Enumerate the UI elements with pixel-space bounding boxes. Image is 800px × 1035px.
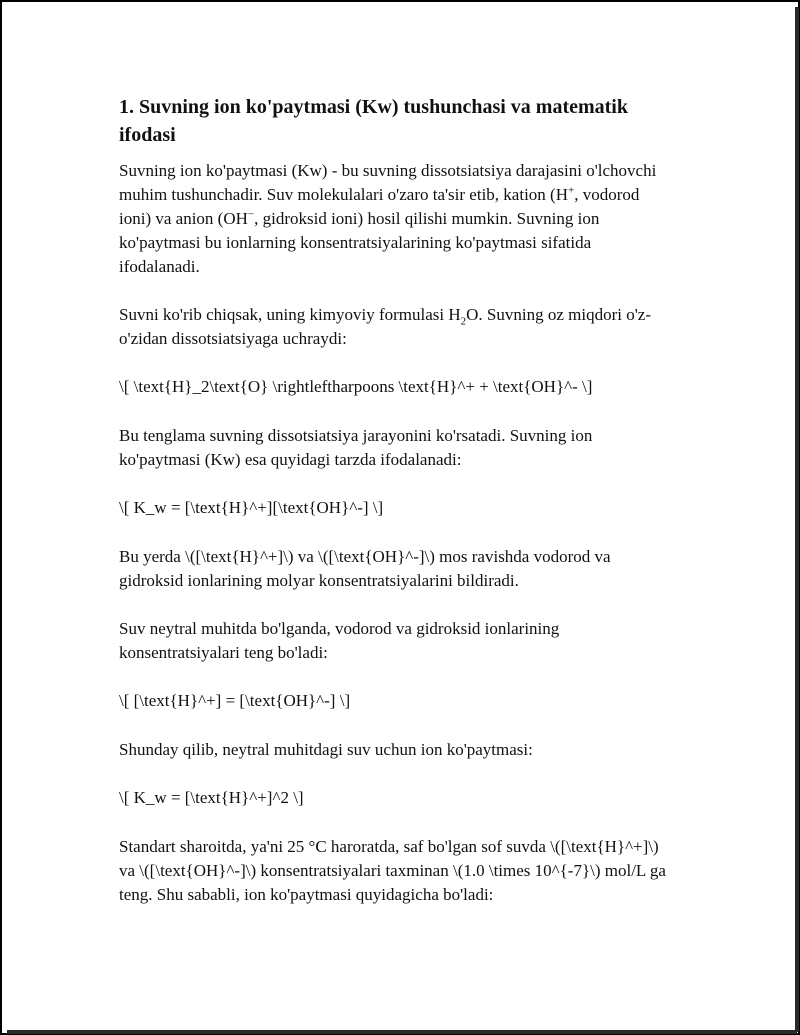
paragraph-intro-part-c: , gidroksid ioni) hosil qilishi mumkin. Suvning ion ko'paytmasi bu ionlarning konsentratsiyalarining ko'paytmasi sifatida ifodalanadi.: [119, 209, 600, 276]
paragraph-formula-part-a: Suvni ko'rib chiqsak, uning kimyoviy formulasi H: [119, 305, 461, 324]
superscript-plus: +: [567, 184, 575, 197]
equation-kw-squared: \[ K_w = [\text{H}^+]^2 \]: [119, 788, 304, 807]
subscript-two: 2: [460, 315, 467, 328]
paragraph-intro-part-b: , vodorod ioni) va anion (OH: [119, 185, 640, 228]
paragraph-standard-conditions: Standart sharoitda, ya'ni 25 °C haroratda, saf bo'lgan sof suvda \([\text{H}^+]\) va \([\text{OH}^-]\) konsentratsiyalari taxminan \(1.0 \times 10^{-7}\) mol/L ga teng. Shu sababli, ion ko'paytmasi quyidagicha bo'ladi:: [119, 837, 666, 904]
paragraph-intro-part-a: Suvning ion ko'paytmasi (Kw) - bu suvning dissotsiatsiya darajasini o'lchovchi muhim tushunchadir. Suv molekulalari o'zaro ta'sir etib, kation (H: [119, 161, 657, 204]
document-content: [119, 93, 674, 931]
paragraph-neutral-medium: Suv neytral muhitda bo'lganda, vodorod va gidroksid ionlarining konsentratsiyalari teng bo'ladi:: [119, 619, 560, 662]
paragraph-formula: [119, 303, 674, 351]
paragraph-intro: [119, 159, 674, 279]
paragraph-formula-part-b: O. Suvning oz miqdori o'z-o'zidan dissotsiatsiyaga uchraydi:: [119, 305, 651, 348]
paragraph-equation-explanation: Bu tenglama suvning dissotsiatsiya jarayonini ko'rsatadi. Suvning ion ko'paytmasi (Kw) esa quyidagi tarzda ifodalanadi:: [119, 426, 593, 469]
superscript-minus: −: [247, 208, 255, 221]
equation-kw-definition: \[ K_w = [\text{H}^+][\text{OH}^-] \]: [119, 498, 384, 517]
equation-equal-concentrations: \[ [\text{H}^+] = [\text{OH}^-] \]: [119, 691, 351, 710]
paragraph-concentrations: Bu yerda \([\text{H}^+]\) va \([\text{OH}^-]\) mos ravishda vodorod va gidroksid ionlarining molyar konsentratsiyalarini bildiradi.: [119, 547, 611, 590]
paragraph-neutral-kw: Shunday qilib, neytral muhitdagi suv uchun ion ko'paytmasi:: [119, 740, 533, 759]
equation-dissociation: \[ \text{H}_2\text{O} \rightleftharpoons \text{H}^+ + \text{OH}^- \]: [119, 377, 593, 396]
section-heading: 1. Suvning ion ko'paytmasi (Kw) tushunchasi va matematik ifodasi: [119, 96, 628, 146]
